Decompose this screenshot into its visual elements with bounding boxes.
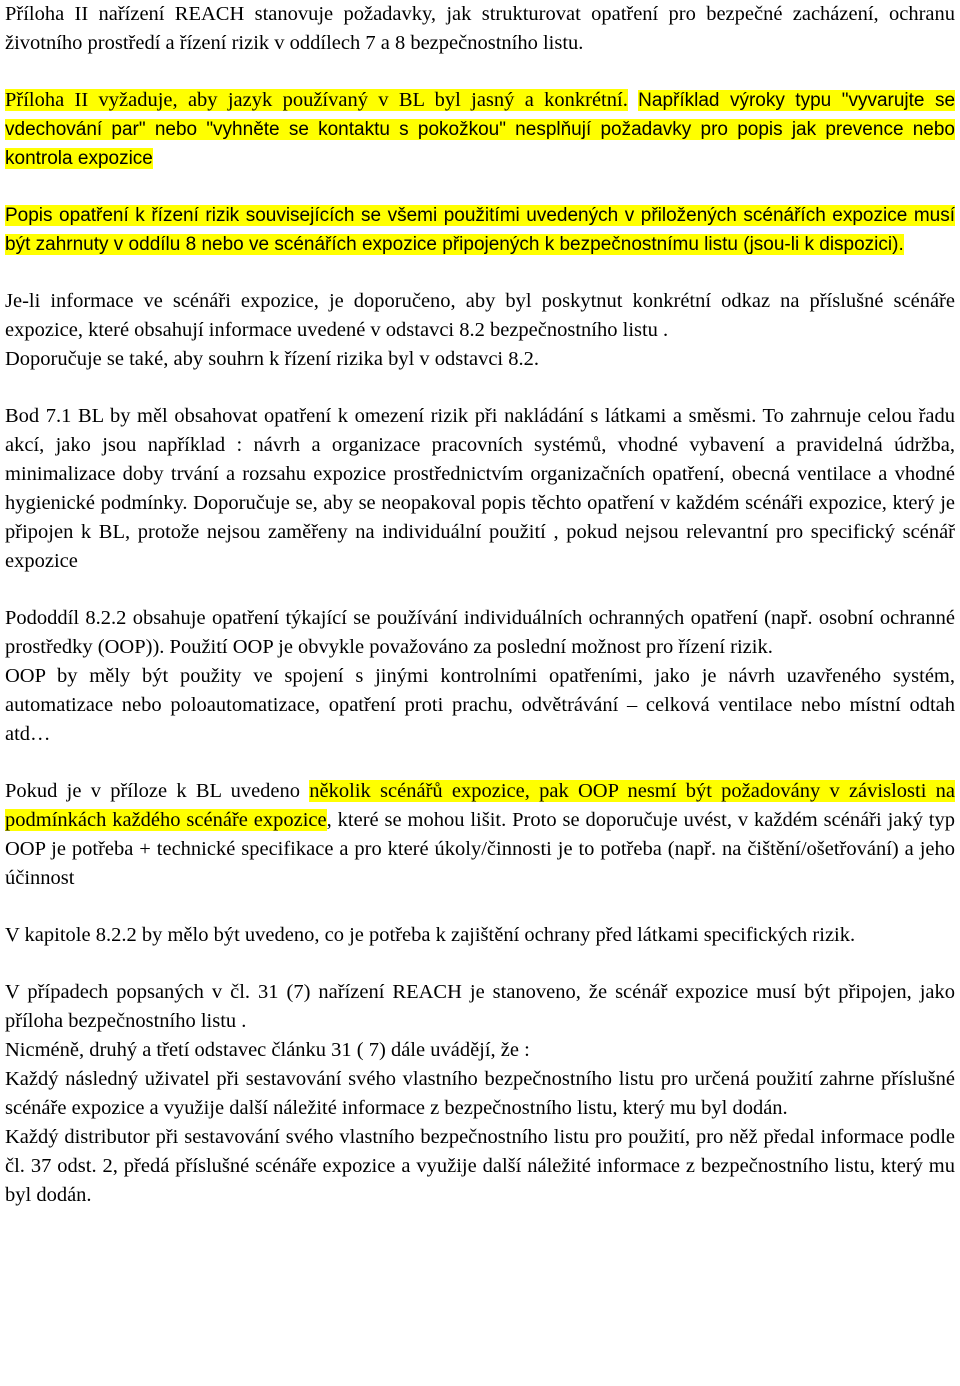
paragraph-chapter-8-2-2: V kapitole 8.2.2 by mělo být uvedeno, co je potřeba k zajištění ochrany před látkami specifických rizik.: [5, 924, 856, 946]
document-page: [5, 0, 955, 1210]
highlight-clear-language: Příloha II vyžaduje, aby jazyk používaný v BL byl jasný a konkrétní.: [5, 89, 628, 111]
paragraph-risk-measures: [5, 201, 955, 259]
paragraph-ppe-combination: OOP by měly být použity ve spojení s jinými kontrolními opatřeními, jako je návrh uzavřeného systém, automatizace nebo poloautomatizace, opatření proti prachu, odvětrávání – celková ventilace nebo místní odtah atd…: [5, 665, 955, 745]
paragraph-subsection-8-2-2: Pododdíl 8.2.2 obsahuje opatření týkající se používání individuálních ochranných opatření (např. osobní ochranné prostředky (OOP)). Použití OOP je obvykle považováno za poslední možnost pro řízení rizik.: [5, 607, 955, 658]
paragraph-section-7-1: Bod 7.1 BL by měl obsahovat opatření k omezení rizik při nakládání s látkami a směsmi. To zahrnuje celou řadu akcí, jako jsou například : návrh a organizace pracovních systémů, vhodné vybavení a pravidelná údržba, minimalizace doby trvání a rozsahu expozice prostřednictvím organizačních opatření, obecná ventilace a vhodné hygienické podmínky. Doporučuje se, aby se neopakoval popis těchto opatření v každém scénáři expozice, který je připojen k BL, protože nejsou zaměřeny na individuální použití , pokud nejsou relevantní pro specifický scénář expozice: [5, 405, 955, 572]
paragraph-scenario-reference: Je-li informace ve scénáři expozice, je doporučeno, aby byl poskytnut konkrétní odkaz na příslušné scénáře expozice, které obsahují informace uvedené v odstavci 8.2 bezpečnostního listu .: [5, 290, 955, 341]
highlight-multiple-scenarios: několik scénářů expozice, pak OOP nesmí být požadovány v závislosti na podmínkách každého scénáře expozice: [5, 780, 956, 831]
paragraph-reach-annex: Příloha II nařízení REACH stanovuje požadavky, jak strukturovat opatření pro bezpečné zacházení, ochranu životního prostředí a řízení rizik v oddílech 7 a 8 bezpečnostního listu.: [5, 3, 955, 54]
paragraph-summary-recommendation: Doporučuje se také, aby souhrn k řízení rizika byl v odstavci 8.2.: [5, 348, 539, 370]
paragraph-downstream-user: Každý následný uživatel při sestavování svého vlastního bezpečnostního listu pro určená použití zahrne příslušné scénáře expozice a využije další náležité informace z bezpečnostního listu, který mu byl dodán.: [5, 1068, 955, 1119]
multiple-scenarios-rest: , které se mohou lišit. Proto se doporučuje uvést, v každém scénáři jaký typ OOP je potřeba + technické specifikace a pro které úkoly/činnosti je to potřeba (např. na čištění/ošetřování) a jeho účinnost: [5, 809, 955, 889]
paragraph-distributor: Každý distributor při sestavování svého vlastního bezpečnostního listu pro použití, pro něž předal informace podle čl. 37 odst. 2, předá příslušné scénáře expozice a využije další náležité informace z bezpečnostního listu, který mu byl dodán.: [5, 1126, 955, 1206]
paragraph-multiple-scenarios: [5, 777, 955, 893]
highlight-risk-measures: Popis opatření k řízení rizik souvisejících se všemi použitími uvedených v přiložených scénářích expozice musí být zahrnuty v oddílu 8 nebo ve scénářích expozice připojených k bezpečnostnímu listu (jsou-li k dispozici).: [5, 205, 955, 255]
paragraph-article-31-7: V případech popsaných v čl. 31 (7) nařízení REACH je stanoveno, že scénář expozice musí být připojen, jako příloha bezpečnostního listu .: [5, 981, 955, 1032]
multiple-scenarios-lead: Pokud je v příloze k BL uvedeno: [5, 780, 310, 802]
highlight-example-phrases: Například výroky typu "vyvarujte se vdechování par" nebo "vyhněte se kontaktu s pokožkou" nesplňují požadavky pro popis jak prevence nebo kontrola expozice: [5, 90, 956, 169]
paragraph-article-31-7-further: Nicméně, druhý a třetí odstavec článku 31 ( 7) dále uvádějí, že :: [5, 1039, 530, 1061]
paragraph-clear-language: [5, 86, 955, 173]
